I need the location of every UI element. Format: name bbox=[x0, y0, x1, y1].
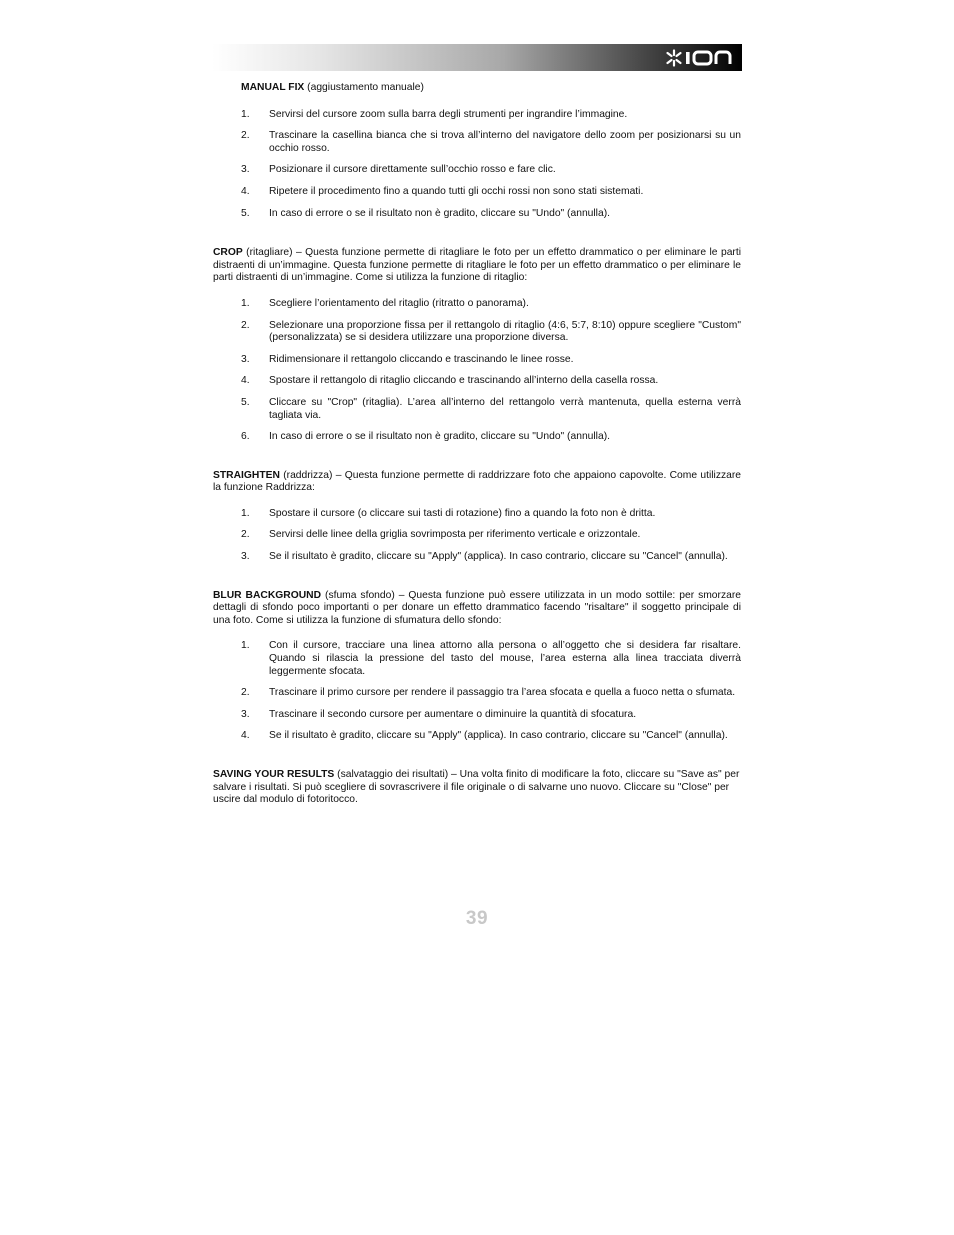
step-text: Se il risultato è gradito, cliccare su "Apply" (applica). In caso contrario, cliccare su "Cancel" (annulla). bbox=[269, 551, 728, 563]
step-text: Selezionare una proporzione fissa per il rettangolo di ritaglio (4:6, 5:7, 8:10) oppure scegliere "Custom" (personalizzata) se si desidera utilizzare una proporzione diversa. bbox=[269, 319, 741, 344]
step-number: 3. bbox=[241, 164, 250, 176]
list-item bbox=[213, 354, 741, 367]
list-item bbox=[213, 164, 741, 177]
section-blur-background-intro bbox=[213, 590, 741, 628]
section-intro: (ritagliare) – Questa funzione permette di ritagliare le foto per un effetto drammatico o per eliminare le parti distraenti di un’immagine. Questa funzione permette di ritagliare le foto per un effetto drammatico o per eliminare le parti distraenti di un’immagine. Come si utilizza la funzione di ritaglio: bbox=[213, 247, 741, 284]
list-item bbox=[213, 687, 741, 700]
step-number: 3. bbox=[241, 551, 250, 563]
step-text: Servirsi del cursore zoom sulla barra degli strumenti per ingrandire l’immagine. bbox=[269, 108, 628, 120]
section-saving-results-intro bbox=[213, 769, 741, 807]
list-item bbox=[213, 186, 741, 199]
step-number: 5. bbox=[241, 207, 250, 219]
section-title: MANUAL FIX bbox=[241, 82, 305, 93]
list-item bbox=[213, 375, 741, 388]
list-item bbox=[213, 298, 741, 311]
step-text: Se il risultato è gradito, cliccare su "Apply" (applica). In caso contrario, cliccare su "Cancel" (annulla). bbox=[269, 730, 728, 742]
section-crop-intro bbox=[213, 247, 741, 285]
section-title: STRAIGHTEN bbox=[213, 469, 280, 481]
list-item bbox=[213, 508, 741, 521]
list-item bbox=[213, 730, 741, 743]
header-gradient-bar bbox=[212, 44, 742, 71]
step-text: In caso di errore o se il risultato non è gradito, cliccare su "Undo" (annulla). bbox=[269, 431, 610, 443]
section-title: CROP bbox=[213, 247, 243, 259]
page-number: 39 bbox=[465, 908, 489, 929]
list-item bbox=[213, 431, 741, 444]
list-item bbox=[213, 529, 741, 542]
step-text: Trascinare il primo cursore per rendere il passaggio tra l’area sfocata e quella a fuoco netta o sfumata. bbox=[269, 687, 736, 699]
section-intro: (sfuma sfondo) – Questa funzione può essere utilizzata in un modo sottile: per smorzare dettagli di sfondo poco importanti o per donare un effetto drammatico facendo "risaltare" il soggetto principale di una foto. Come si utilizza la funzione di sfumatura dello sfondo: bbox=[213, 589, 741, 626]
list-item bbox=[213, 551, 741, 564]
straighten-steps bbox=[213, 508, 741, 564]
step-number: 2. bbox=[241, 687, 250, 699]
manual-fix-steps bbox=[213, 109, 741, 221]
list-item bbox=[213, 320, 741, 345]
step-text: Ripetere il procedimento fino a quando tutti gli occhi rossi non sono stati sistemati. bbox=[269, 185, 644, 197]
list-item bbox=[213, 130, 741, 155]
blur-background-steps bbox=[213, 640, 741, 743]
step-number: 1. bbox=[241, 108, 250, 120]
step-number: 1. bbox=[241, 640, 250, 652]
step-text: Servirsi delle linee della griglia sovrimposta per riferimento verticale e orizzontale. bbox=[269, 529, 641, 541]
section-title: BLUR BACKGROUND bbox=[213, 589, 322, 601]
step-text: Trascinare la casellina bianca che si trova all’interno del navigatore dello zoom per posizionarsi su un occhio rosso. bbox=[269, 130, 741, 154]
step-number: 5. bbox=[241, 396, 250, 408]
step-number: 4. bbox=[241, 375, 250, 387]
list-item bbox=[213, 208, 741, 221]
list-item bbox=[213, 397, 741, 422]
section-title: SAVING YOUR RESULTS bbox=[213, 769, 335, 780]
list-item bbox=[213, 709, 741, 722]
step-number: 3. bbox=[241, 353, 250, 365]
step-text: Cliccare su "Crop" (ritaglia). L’area all’interno del rettangolo verrà mantenuta, quella esterna verrà tagliata via. bbox=[269, 396, 741, 421]
step-number: 2. bbox=[241, 130, 250, 142]
page-content bbox=[213, 82, 741, 807]
step-number: 4. bbox=[241, 185, 250, 197]
list-item bbox=[213, 109, 741, 122]
section-manual-fix-intro bbox=[213, 82, 741, 95]
step-number: 1. bbox=[241, 297, 250, 309]
step-number: 2. bbox=[241, 529, 250, 541]
ion-logo bbox=[666, 47, 736, 68]
section-straighten-intro bbox=[213, 470, 741, 495]
step-text: Trascinare il secondo cursore per aumentare o diminuire la quantità di sfocatura. bbox=[269, 708, 637, 720]
list-item bbox=[213, 640, 741, 678]
step-text: Con il cursore, tracciare una linea attorno alla persona o all’oggetto che si desidera far risaltare. Quando si rilascia la pressione del tasto del mouse, l’area esterna alla linea tracciata diverrà leggermente sfocata. bbox=[269, 640, 741, 677]
step-text: Posizionare il cursore direttamente sull’occhio rosso e fare clic. bbox=[269, 164, 556, 176]
section-intro: (aggiustamento manuale) bbox=[304, 82, 424, 93]
step-text: Spostare il rettangolo di ritaglio cliccando e trascinando all’interno della casella rossa. bbox=[269, 375, 659, 387]
step-text: In caso di errore o se il risultato non è gradito, cliccare su "Undo" (annulla). bbox=[269, 207, 610, 219]
step-number: 1. bbox=[241, 507, 250, 519]
section-intro: (raddrizza) – Questa funzione permette di raddrizzare foto che appaiono capovolte. Come utilizzare la funzione Raddrizza: bbox=[213, 469, 741, 494]
section-intro: (salvataggio dei risultati) – Una volta finito di modificare la foto, cliccare su "Save as" per salvare i risultati. Si può scegliere di sovrascrivere il file originale o di salvarne uno nuovo. Cliccare su "Close" per uscire dal modulo di fotoritocco. bbox=[213, 769, 740, 806]
step-text: Scegliere l’orientamento del ritaglio (ritratto o panorama). bbox=[269, 297, 529, 309]
step-number: 6. bbox=[241, 431, 250, 443]
crop-steps bbox=[213, 298, 741, 444]
step-text: Ridimensionare il rettangolo cliccando e trascinando le linee rosse. bbox=[269, 353, 574, 365]
step-number: 3. bbox=[241, 708, 250, 720]
step-text: Spostare il cursore (o cliccare sui tasti di rotazione) fino a quando la foto non è dritta. bbox=[269, 507, 656, 519]
step-number: 4. bbox=[241, 730, 250, 742]
step-number: 2. bbox=[241, 319, 250, 331]
ion-logo-icon bbox=[666, 49, 736, 67]
